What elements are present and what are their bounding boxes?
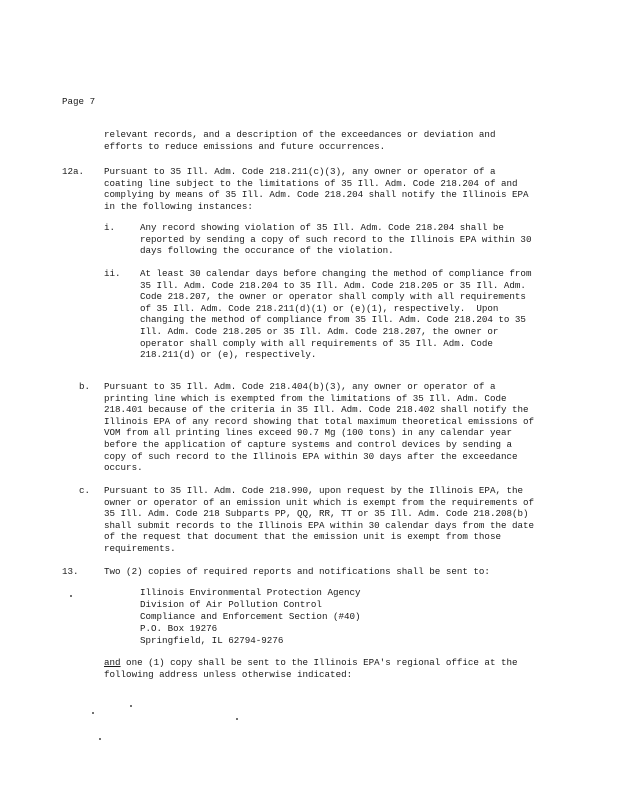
regional-office-text: one (1) copy shall be sent to the Illinois EPA's regional office at the following address unless otherwise indicated: xyxy=(104,657,524,680)
section-c-label: c. xyxy=(78,485,90,496)
address-line: Division of Air Pollution Control xyxy=(140,599,322,610)
section-12a-label: 12a. xyxy=(62,166,85,177)
address-line: Illinois Environmental Protection Agency xyxy=(140,587,361,598)
section-b-text: Pursuant to 35 Ill. Adm. Code 218.404(b)(3), any owner or operator of a printing line which is exempted from the limitations of 35 Ill. Adm. Code 218.401 because of the criteria in 35 Ill. Adm. Code 218.402 shall notify the Illinois EPA of any record showing that total maximum theoretical emissions of VOM from all printing lines exceed 90.7 Mg (100 tons) in any calendar year before the application of capture systems and control devices by sending a copy of such record to the Illinois EPA within 30 days after the exceedance occurs. xyxy=(104,381,540,474)
address-line: Springfield, IL 62794-9276 xyxy=(140,635,284,646)
item-i-label: i. xyxy=(104,222,116,233)
scan-speck xyxy=(70,595,72,597)
section-12a-text: Pursuant to 35 Ill. Adm. Code 218.211(c)(3), any owner or operator of a coating line subject to the limitations of 35 Ill. Adm. Code 218.204 of and complying by means of 35 Ill. Adm. Code 218.204 shall notify the Illinois EPA in the following instances: xyxy=(104,166,535,212)
section-13-label: 13. xyxy=(62,566,79,577)
section-c-text: Pursuant to 35 Ill. Adm. Code 218.990, upon request by the Illinois EPA, the owner or operator of an emission unit which is exempt from the requirements of 35 Ill. Adm. Code 218 Subparts PP, QQ, RR, TT or 35 Ill. Adm. Code 218.208(b) shall submit records to the Illinois EPA within 30 calendar days from the date of the request that document that the emission unit is exempt from those requirements. xyxy=(104,485,540,554)
item-ii-text: At least 30 calendar days before changing the method of compliance from 35 Ill. Adm. Code 218.204 to 35 Ill. Adm. Code 218.205 or 35 Ill. Adm. Code 218.207, the owner or operator shall comply with all requirements of 35 Ill. Adm. Code 218.211(d)(1) or (e)(1), respectively. Upon changing the method of compliance from 35 Ill. Adm. Code 218.204 to 35 Ill. Adm. Code 218.205 or 35 Ill. Adm. Code 218.207, the owner or operator shall comply with all requirements of 35 Ill. Adm. Code 218.211(d) or (e), respectively. xyxy=(140,268,537,361)
regional-office-paragraph xyxy=(104,657,536,680)
page-number: Page 7 xyxy=(62,96,96,107)
item-ii-label: ii. xyxy=(104,268,121,279)
address-line: P.O. Box 19276 xyxy=(140,623,218,634)
address-line: Compliance and Enforcement Section (#40) xyxy=(140,611,361,622)
section-b-label: b. xyxy=(78,381,90,392)
scan-speck xyxy=(236,718,238,720)
item-i-text: Any record showing violation of 35 Ill. Adm. Code 218.204 shall be reported by sending a copy of such record to the Illinois EPA within 30 days following the occurance of the violation. xyxy=(140,222,537,257)
scan-speck xyxy=(92,712,94,714)
continuation-paragraph: relevant records, and a description of the exceedances or deviation and efforts to reduce emissions and future occurrences. xyxy=(104,129,501,152)
scan-speck xyxy=(130,705,132,707)
underlined-and: and xyxy=(104,657,121,668)
scan-speck xyxy=(99,738,101,740)
section-13-text: Two (2) copies of required reports and notifications shall be sent to: xyxy=(104,566,490,577)
